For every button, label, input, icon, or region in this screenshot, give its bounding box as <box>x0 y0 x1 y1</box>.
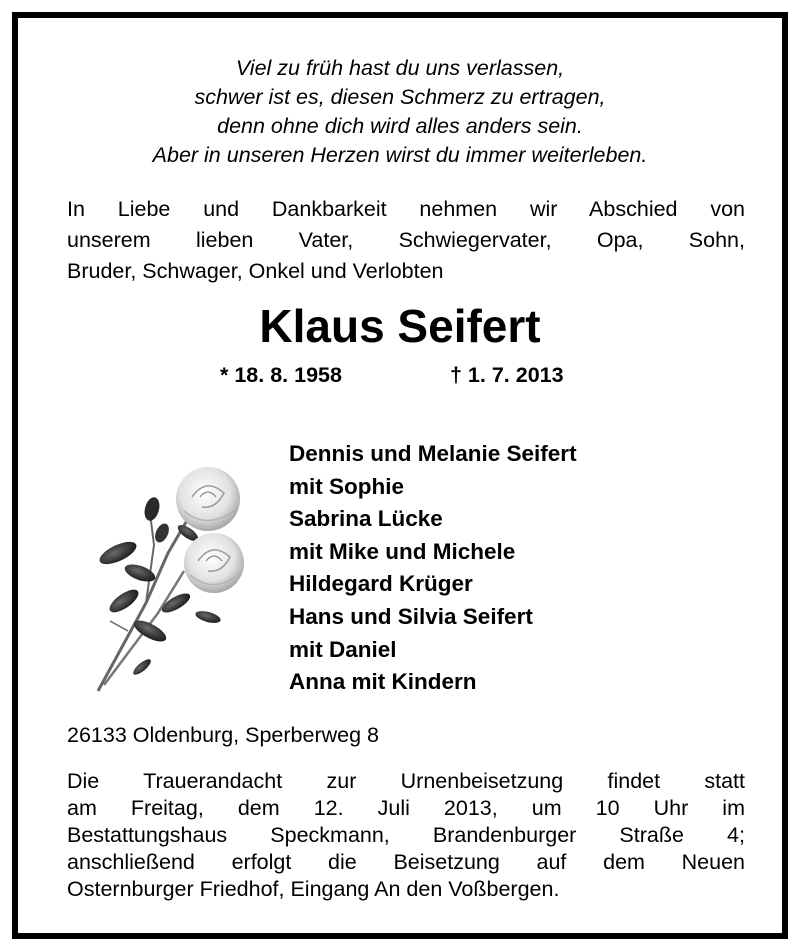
life-dates <box>220 360 620 392</box>
intro-line: Bruder, Schwager, Onkel und Verlobten <box>67 259 444 283</box>
mourner-entry: Hildegard Krüger <box>289 571 473 597</box>
mourner-entry: Anna mit Kindern <box>289 669 477 695</box>
ceremony-line: am Freitag, dem 12. Juli 2013, um 10 Uhr im <box>67 796 745 820</box>
poem <box>18 54 782 170</box>
death-date: † 1. 7. 2013 <box>450 363 564 387</box>
intro-paragraph <box>67 194 745 287</box>
rose-icon <box>88 453 258 693</box>
mourner-entry: mit Daniel <box>289 636 397 662</box>
poem-line: Viel zu früh hast du uns verlassen, <box>235 56 565 80</box>
family-address: 26133 Oldenburg, Sperberweg 8 <box>67 723 379 747</box>
mourners-list <box>289 438 577 699</box>
mourner-entry: Dennis und Melanie Seifert <box>289 441 577 466</box>
mourner-entry: mit Sophie <box>289 473 405 499</box>
ceremony-paragraph <box>67 768 745 903</box>
birth-date: * 18. 8. 1958 <box>220 363 342 387</box>
mourner-entry: mit Mike und Michele <box>289 538 516 564</box>
intro-line: unserem lieben Vater, Schwiegervater, Opa, Sohn, <box>67 228 745 252</box>
ceremony-line: Osternburger Friedhof, Eingang An den Voßbergen. <box>67 877 560 901</box>
mourner-entry: Sabrina Lücke <box>289 506 443 532</box>
deceased-name: Klaus Seifert <box>259 300 541 352</box>
poem-line: Aber in unseren Herzen wirst du immer weiterleben. <box>152 143 648 167</box>
ceremony-line: anschließend erfolgt die Beisetzung auf dem Neuen <box>67 850 745 874</box>
mourner-entry: Hans und Silvia Seifert <box>289 603 533 629</box>
intro-line: In Liebe und Dankbarkeit nehmen wir Abschied von <box>67 197 745 221</box>
ceremony-line: Bestattungshaus Speckmann, Brandenburger Straße 4; <box>67 823 745 847</box>
ceremony-line: Die Trauerandacht zur Urnenbeisetzung findet statt <box>67 769 745 793</box>
poem-line: schwer ist es, diesen Schmerz zu ertragen, <box>194 85 606 109</box>
obituary-frame <box>12 12 788 939</box>
poem-line: denn ohne dich wird alles anders sein. <box>217 114 583 138</box>
